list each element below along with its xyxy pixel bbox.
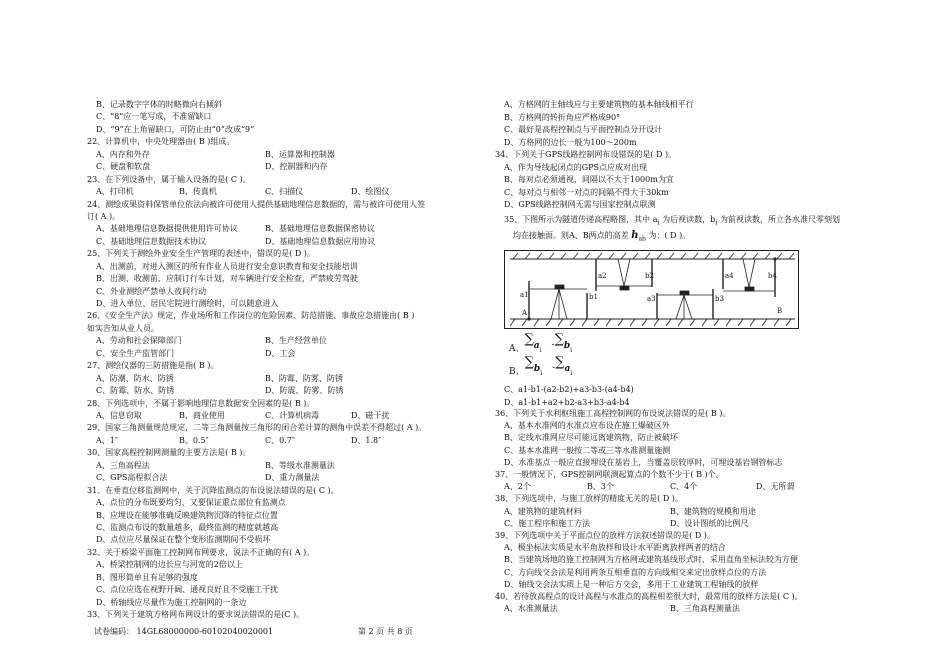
- question-line: D、桥轴线应尽量作为施工控制网的一条边: [96, 597, 247, 607]
- option-text: C、防霉、防水、防锈: [96, 386, 175, 396]
- option-text: D、设计图纸的比例尺: [670, 518, 749, 528]
- question-line: B、应埋设在能够准确反映建筑物沉降的特征点位置: [96, 510, 278, 520]
- option-text: B、生产经营单位: [265, 336, 327, 346]
- question-line: C、最好是高程控制点与平面控制点分开设计: [504, 125, 663, 134]
- question-stem: 22、计算机中，中央处理器由( B )组成。: [87, 137, 235, 147]
- footer-page-number: 第 2 页 共 8 页: [358, 627, 413, 636]
- question-stem: 37、一般情况下，GPS控制网联测起算点的个数不少于( B )个。: [495, 470, 724, 479]
- option-text: D、防震、防雾、防锈: [265, 386, 344, 396]
- option-text: C、施工程序和施工方法: [504, 518, 591, 528]
- option-text: D、工会: [265, 348, 296, 358]
- label-a1: a1: [520, 291, 529, 299]
- question-line: C、每对点与相邻一对点的间隔不得大于30km: [504, 187, 669, 197]
- question-line: B、出测、收测前，应制订行车计划，对车辆进行安全检查，严禁疲劳驾驶: [96, 274, 358, 284]
- question-line: D、进入单位、居民宅院进行测绘时，可以随意进入: [96, 299, 279, 309]
- question-line: A、点位的分布既要均匀，又要保证重点部位有监测点: [96, 498, 286, 508]
- question-line: B、每对点必须通视，间隔以不大于1000m为宜: [504, 175, 674, 184]
- question-stem: 36、下列关于水利枢纽施工高程控制网的布设说法错误的是( B )。: [495, 409, 731, 418]
- question-line: C、基本水准网一般按二等或三等水准测量施测: [504, 445, 671, 455]
- footer-code: 试卷编码： 14GL68000000-60102040020001: [94, 627, 274, 636]
- question-line: C、监测点布设的数量越多，最终监测的精度就越高: [96, 522, 279, 532]
- question-line: A、出测前，对进入测区的所有作业人员进行安全意识教育和安全技能培训: [96, 261, 358, 271]
- option-text: B、3个: [587, 482, 614, 492]
- option-text: D、磁干扰: [351, 411, 390, 420]
- option-text: B、基础地理信息数据保密协议: [265, 224, 375, 234]
- label-point-b: B: [777, 307, 783, 315]
- label-a4: a4: [725, 272, 734, 280]
- option-text: B、等级水准测量法: [265, 460, 335, 470]
- question-stem: 24、测绘成果资料保管单位依法向被许可使用人提供基础地理信息数据的，需与被许可使用人签: [87, 199, 426, 209]
- question-stem: 33、下列关于建筑方格网布网设计的要求说法错误的是(C )。: [87, 610, 305, 620]
- question-line: A、作为导线起闭点的GPS点应成对出现: [504, 162, 648, 172]
- option-text: A、1″: [96, 435, 118, 445]
- option-text: C、GPS高程拟合法: [96, 473, 168, 483]
- option-text: C、4个: [670, 482, 698, 492]
- question-stem: 40、若待放高程点的设计高程与水准点的高程相差很大时，最常用的放样方法是( C )。: [495, 592, 803, 601]
- option-text: C、基础地理信息数据技术协议: [96, 236, 207, 246]
- option-text: C、0.7″: [265, 435, 295, 445]
- option-text: A、信息窃取: [96, 411, 142, 420]
- question-line: A、极坐标法实质是水平角放样和设计水平距离放样两者的结合: [504, 543, 726, 553]
- option-text: C、硬盘和软盘: [96, 162, 151, 172]
- option-text: A、基础地理信息数据提供使用许可协议: [96, 224, 238, 234]
- option-text: C、扫描仪: [265, 187, 304, 197]
- option-text: D、1.8″: [351, 435, 382, 445]
- tunnel-elevation-diagram: [504, 250, 799, 329]
- question-line: A、桥梁控制网的边长应与河宽的2倍以上: [96, 560, 243, 570]
- option-text: D、重力测量法: [265, 473, 320, 483]
- option-text: D、无所谓: [756, 482, 795, 492]
- question-stem: 29、国家三角测量规范规定，二等三角测量按三角形的闭合差计算的测角中误差不得超过( A )。: [87, 423, 427, 433]
- option-text: B、建筑物的规模和用途: [670, 506, 756, 516]
- question-line: B、记录数字字体的时略微向右倾斜: [96, 100, 222, 109]
- option-text: B、运算器和控制器: [265, 149, 335, 159]
- question-line: A、方格网的主轴线应与主要建筑物的基本轴线相平行: [504, 100, 694, 109]
- label-b1: b1: [589, 293, 598, 301]
- option-text: D、绘图仪: [351, 187, 390, 197]
- question-stem: 25、下列关于测绘外业安全生产管理的表述中，错误的是( D )。: [87, 249, 315, 259]
- question-line: C、外业测绘严禁单人夜间行动: [96, 286, 207, 296]
- option-text: A、建筑物的建筑材料: [504, 506, 582, 516]
- q35-option-b: B、$\sum b_i-\sum a_i$: [509, 355, 573, 377]
- question-line: D、点位应尽量保证在整个变形监测期间不受损坏: [96, 535, 271, 545]
- question-stem: 30、国家高程控制网测量的主要方法是( B )。: [87, 448, 251, 458]
- question-stem: 23、在下列设备中，属于输入设备的是( C )。: [87, 174, 251, 184]
- question-line: B、方格网的转折角应严格成90°: [504, 112, 621, 122]
- question-line: B、定线水准网应尽可能远离建筑物，防止被破坏: [504, 433, 678, 443]
- option-text: A、防潮、防水、防锈: [96, 373, 174, 383]
- label-point-a: A: [522, 309, 528, 317]
- option-text: A、2个: [504, 482, 531, 492]
- question-35-line2: 均在接触面。则A、B两点的高差 $h_{ab}$ 为：( D )。: [513, 230, 691, 243]
- q35-option-c: C、a1-b1-(a2-b2)+a3-b3-(a4-b4): [504, 385, 634, 394]
- option-text: B、商业使用: [179, 411, 225, 420]
- question-35-line1: 35、下图所示为隧道传递高程略图，其中 $a_i$ 为后视读数，$b_i$ 为前视读数，所立各水准尺零刻划: [504, 215, 840, 227]
- question-line: D、水准基点一般应直接埋设在基岩上，当覆盖层较厚时，可埋设基岩钢管标志: [504, 457, 783, 467]
- q35-option-a: A、$\sum a_i-\sum b_i$: [509, 332, 573, 354]
- tunnel-diagram-svg: [505, 251, 800, 330]
- option-text: A、劳动和社会保障部门: [96, 336, 182, 346]
- label-b4: b4: [768, 272, 777, 280]
- question-line: D、方格网的边长一般为100～200m: [504, 137, 637, 147]
- question-line: D、GPS线路控制网无需与国家控制点联测: [504, 200, 656, 209]
- label-a3: a3: [647, 295, 656, 303]
- question-stem: 38、下列选项中，与施工放样的精度无关的是( D )。: [495, 494, 683, 504]
- option-text: C、计算机病毒: [265, 411, 320, 420]
- question-stem: 31、在垂直位移监测网中，关于沉降监测点的布设说法错误的是( C )。: [87, 485, 339, 495]
- label-b3: b3: [715, 295, 724, 303]
- question-line: D、“9”在上角留缺口，可防止由“0”改成“9”: [96, 124, 255, 134]
- option-text: D、基础地理信息数据应用协议: [265, 236, 376, 246]
- question-line: C、点位应选在视野开阔、通视良好且不受施工干扰: [96, 585, 279, 595]
- option-text: B、防霉、防雾、防锈: [265, 373, 343, 383]
- option-text: A、三角高程法: [96, 460, 150, 470]
- label-a2: a2: [598, 272, 607, 280]
- option-text: A、内存和外存: [96, 149, 150, 159]
- option-text: A、水准测量法: [504, 604, 558, 614]
- option-text: B、传真机: [179, 187, 217, 197]
- question-line: C、“8”应一笔写成，不准留缺口: [96, 112, 212, 122]
- question-line: 订( A )。: [87, 211, 121, 221]
- question-line: B、当建筑场地的施工控制网为方格网或建筑基线形式时，采用直角坐标法较为方便: [504, 555, 798, 565]
- question-line: B、图形简单且有足够的强度: [96, 572, 198, 582]
- q35-option-d: D、a1-b1+a2+b2-a3+b3-a4-b4: [504, 398, 630, 407]
- question-stem: 28、下列选项中，不属于影响地理信息数据安全因素的是( B )。: [87, 398, 315, 408]
- question-stem: 39、下列选项中关于平面点位的放样方法叙述错误的是( D )。: [495, 531, 715, 540]
- question-stem: 27、测绘仪器的三防措施是指( B )。: [87, 361, 219, 371]
- question-line: 如实告知从业人员。: [87, 323, 159, 333]
- question-line: C、方向线交会法是利用两条互相垂直的方向线相交来定出放样点位的方法: [504, 567, 767, 577]
- label-b2: b2: [645, 272, 654, 280]
- question-stem: 26、《安全生产法》规定，作业场所和工作岗位的危险因素、防范措施、事故应急措施由( B ): [87, 311, 415, 321]
- question-stem: 32、关于桥梁平面施工控制网布网要求，说法不正确的有( A )。: [87, 547, 315, 557]
- question-line: A、基本水准网的水准点应布设在施工爆破区外: [504, 421, 670, 431]
- option-text: C、安全生产监管部门: [96, 348, 175, 358]
- option-text: D、控制器和内存: [265, 162, 328, 172]
- option-text: B、三角高程测量法: [670, 604, 740, 614]
- question-line: D、轴线交会法实质上是一种后方交会，多用于工业建筑工程轴线的放样: [504, 579, 759, 589]
- question-stem: 34、下列关于GPS线路控制网布设错误的是( D )。: [495, 150, 677, 159]
- option-text: B、0.5″: [179, 435, 209, 445]
- option-text: A、打印机: [96, 187, 134, 197]
